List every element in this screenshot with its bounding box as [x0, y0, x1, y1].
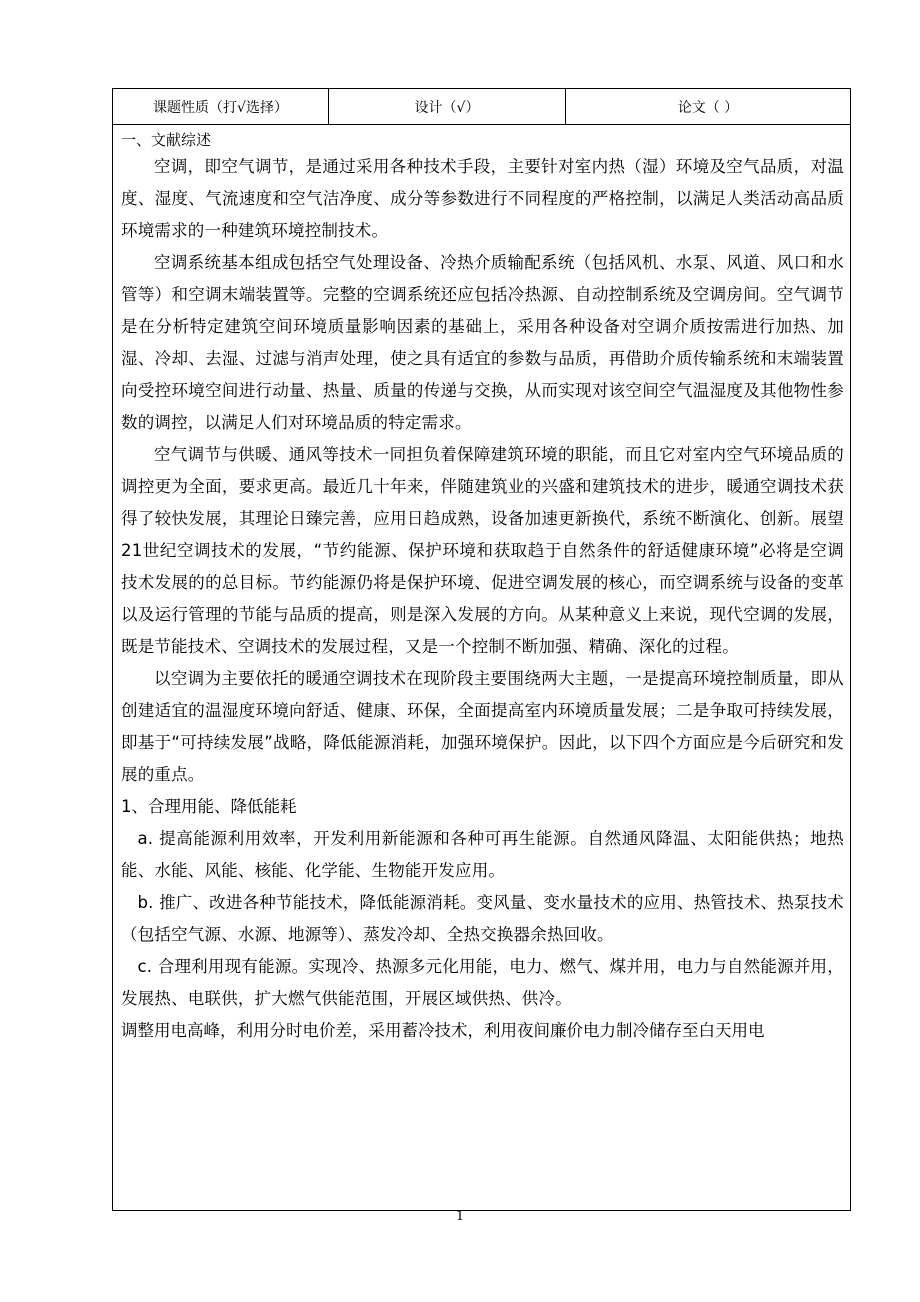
list-item: b. 推广、改进各种节能技术，降低能源消耗。变风量、变水量技术的应用、热管技术、热泵技术（包括空气源、水源、地源等）、蒸发冷却、全热交换器余热回收。	[121, 893, 844, 944]
topic-nature-label: 课题性质（打√选择）	[113, 89, 329, 124]
section-title: 一、文献综述	[121, 131, 212, 149]
paragraph: 以空调为主要依托的暖通空调技术在现阶段主要围绕两大主题，一是提高环境控制质量，即从创建适宜的温湿度环境向舒适、健康、环保，全面提高室内环境质量发展；二是争取可持续发展，即基于“可持续发展”战略，降低能源消耗，加强环境保护。因此，以下四个方面应是今后研究和发展的重点。	[121, 669, 844, 784]
form-table	[112, 88, 851, 1211]
subheading: 1、合理用能、降低能耗	[121, 797, 297, 816]
paragraph: 空气调节与供暖、通风等技术一同担负着保障建筑环境的职能，而且它对室内空气环境品质的调控更为全面，要求更高。最近几十年来，伴随建筑业的兴盛和建筑技术的进步，暖通空调技术获得了较快发展，其理论日臻完善，应用日趋成熟，设备加速更新换代，系统不断演化、创新。展望21世纪空调技术的发展，“节约能源、保护环境和获取趋于自然条件的舒适健康环境”必将是空调技术发展的的总目标。节约能源仍将是保护环境、促进空调发展的核心，而空调系统与设备的变革以及运行管理的节能与品质的提高，则是深入发展的方向。从某种意义上来说，现代空调的发展，既是节能技术、空调技术的发展过程，又是一个控制不断加强、精确、深化的过程。	[121, 445, 844, 656]
list-item: c. 合理利用现有能源。实现冷、热源多元化用能，电力、燃气、煤并用，电力与自然能源并用，发展热、电联供，扩大燃气供能范围，开展区域供热、供冷。	[121, 957, 844, 1008]
paragraph: 空调，即空气调节，是通过采用各种技术手段，主要针对室内热（湿）环境及空气品质，对温度、湿度、气流速度和空气洁净度、成分等参数进行不同程度的严格控制，以满足人类活动高品质环境需求的一种建筑环境控制技术。	[121, 157, 844, 240]
paragraph: 调整用电高峰，利用分时电价差，采用蓄冷技术，利用夜间廉价电力制冷储存至白天用电	[121, 1021, 765, 1040]
header-row	[113, 89, 850, 125]
page-number: 1	[455, 1209, 465, 1224]
content-cell	[113, 125, 850, 1047]
paragraph: 空调系统基本组成包括空气处理设备、冷热介质输配系统（包括风机、水泵、风道、风口和水管等）和空调末端装置等。完整的空调系统还应包括冷热源、自动控制系统及空调房间。空气调节是在分析特定建筑空间环境质量影响因素的基础上，采用各种设备对空调介质按需进行加热、加湿、冷却、去湿、过滤与消声处理，使之具有适宜的参数与品质，再借助介质传输系统和末端装置向受控环境空间进行动量、热量、质量的传递与交换，从而实现对该空间空气温湿度及其他物性参数的调控，以满足人们对环境品质的特定需求。	[121, 253, 844, 432]
list-item: a. 提高能源利用效率，开发利用新能源和各种可再生能源。自然通风降温、太阳能供热；地热能、水能、风能、核能、化学能、生物能开发应用。	[121, 829, 844, 880]
design-option: 设计（√）	[329, 89, 566, 124]
thesis-option: 论文（ ）	[677, 99, 739, 116]
